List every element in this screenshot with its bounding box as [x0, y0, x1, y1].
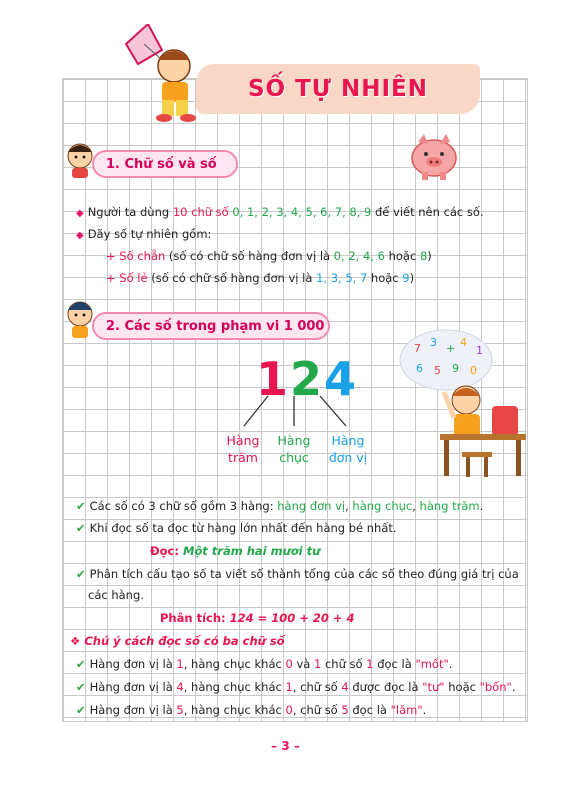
section2-heading: 2. Các số trong phạm vi 1 000 — [92, 312, 330, 340]
svg-text:9: 9 — [452, 362, 459, 375]
checkmark-icon: ✔ — [76, 567, 86, 581]
note-line-3: ✔ Hàng đơn vị là 5, hàng chục khác 0, chữ số 5 đọc là "lăm". — [76, 703, 427, 717]
section1-line1: ◆ Người ta dùng 10 chữ số 0, 1, 2, 3, 4, 5, 6, 7, 8, 9 để viết nên các số. — [76, 205, 484, 219]
svg-text:5: 5 — [434, 364, 441, 377]
bullet-icon: ◆ — [76, 208, 84, 219]
svg-text:4: 4 — [460, 336, 467, 349]
boy-head-icon — [66, 296, 96, 340]
bullet-icon: ◆ — [76, 230, 84, 241]
place-tens-label: Hàng chục — [277, 433, 311, 465]
even-numbers-line: + Số chẵn (số có chữ số hàng đơn vị là 0, 2, 4, 6 hoặc 8) — [106, 249, 432, 263]
check-line-2: ✔ Khi đọc số ta đọc từ hàng lớn nhất đến hàng bé nhất. — [76, 521, 397, 535]
digit-tens: 2 — [290, 352, 325, 406]
page-number: – 3 – — [271, 739, 300, 753]
place-hundreds-label: Hàng trăm — [226, 433, 260, 465]
check-line-3-cont: các hàng. — [88, 588, 144, 602]
place-units-label: Hàng đơn vị — [328, 433, 368, 465]
pig-illustration — [406, 132, 466, 184]
thinking-boy-illustration — [396, 322, 526, 482]
reading-example: Đọc: Một trăm hai mươi tư — [150, 544, 321, 558]
checkmark-icon: ✔ — [76, 499, 86, 513]
checkmark-icon: ✔ — [76, 521, 86, 535]
svg-text:7: 7 — [414, 342, 421, 355]
place-value-connectors — [230, 394, 370, 430]
note-heading: ❖ Chú ý cách đọc số có ba chữ số — [70, 634, 285, 648]
page-title: SỐ TỰ NHIÊN — [247, 76, 429, 102]
section1-heading: 1. Chữ số và số — [92, 150, 238, 178]
analysis-example: Phân tích: 124 = 100 + 20 + 4 — [160, 611, 355, 625]
kite-boy-illustration — [118, 24, 206, 124]
note-line-1: ✔ Hàng đơn vị là 1, hàng chục khác 0 và 1 chữ số 1 đọc là "mốt". — [76, 657, 453, 671]
svg-text:3: 3 — [430, 336, 437, 349]
odd-numbers-line: + Số lẻ (số có chữ số hàng đơn vị là 1, 3, 5, 7 hoặc 9) — [106, 271, 415, 285]
checkmark-icon: ✔ — [76, 680, 86, 694]
check-line-3: ✔ Phân tích cấu tạo số ta viết số thành tổng của các số theo đúng giá trị của — [76, 567, 519, 581]
svg-text:+: + — [446, 342, 456, 355]
svg-text:1: 1 — [476, 344, 483, 357]
digit-units: 4 — [324, 352, 359, 406]
checkmark-icon: ✔ — [76, 703, 86, 717]
note-line-2: ✔ Hàng đơn vị là 4, hàng chục khác 1, chữ số 4 được đọc là "tư" hoặc "bốn". — [76, 680, 516, 694]
svg-text:6: 6 — [416, 362, 423, 375]
svg-text:0: 0 — [470, 364, 477, 377]
section1-line2: ◆ Dãy số tự nhiên gồm: — [76, 227, 212, 241]
digit-hundreds: 1 — [256, 352, 291, 406]
checkmark-icon: ✔ — [76, 657, 86, 671]
check-line-1: ✔ Các số có 3 chữ số gồm 3 hàng: hàng đơn vị, hàng chục, hàng trăm. — [76, 499, 484, 513]
